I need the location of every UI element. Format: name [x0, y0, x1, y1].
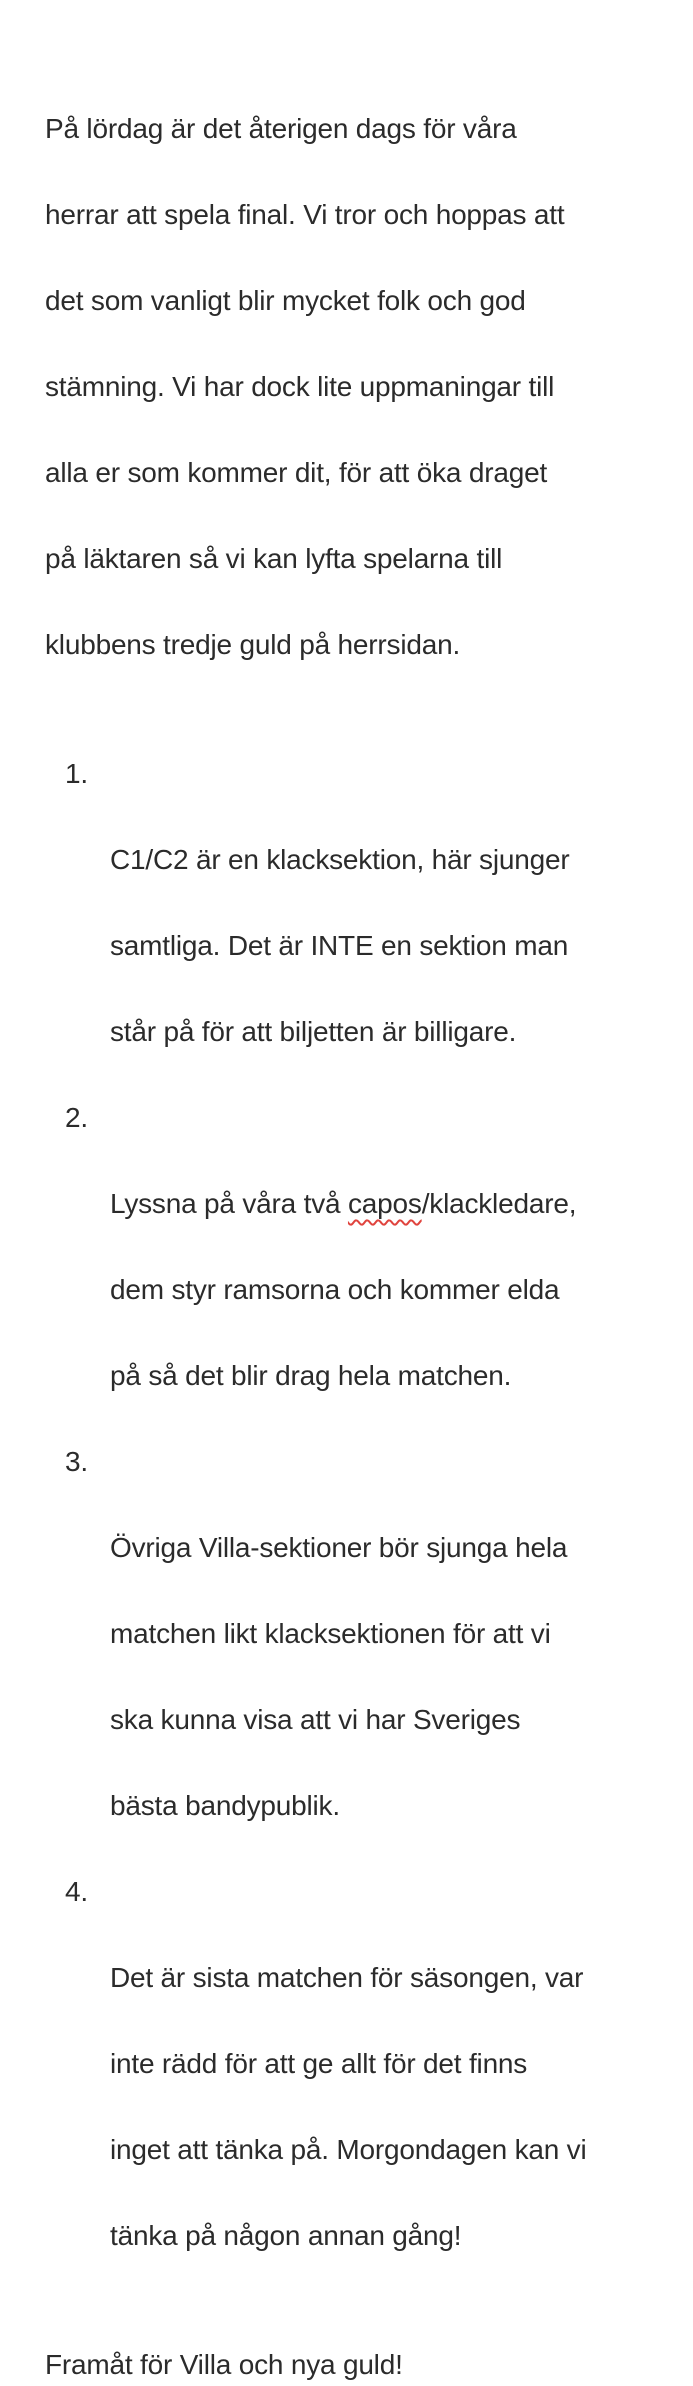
intro-line: På lördag är det återigen dags för våra — [45, 113, 517, 144]
list-item-2 — [45, 1096, 653, 1440]
list-item-1 — [45, 752, 653, 1096]
spellcheck-flagged-word[interactable]: capos — [347, 1188, 422, 1219]
list-text: /klackledare, — [421, 1188, 577, 1219]
intro-line: klubbens tredje guld på herrsidan. — [45, 629, 461, 660]
list-line: C1/C2 är en klacksektion, här sjunger — [110, 844, 570, 875]
list-line: Övriga Villa-sektioner bör sjunga hela — [110, 1532, 568, 1563]
instructions-list — [45, 752, 653, 2300]
intro-line: det som vanligt blir mycket folk och god — [45, 285, 526, 316]
intro-line: alla er som kommer dit, för att öka draget — [45, 457, 548, 488]
list-line: tänka på någon annan gång! — [110, 2220, 462, 2251]
list-line: bästa bandypublik. — [110, 1790, 340, 1821]
intro-line: stämning. Vi har dock lite uppmaningar till — [45, 371, 555, 402]
intro-line: på läktaren så vi kan lyfta spelarna till — [45, 543, 503, 574]
outro-paragraph: Framåt för Villa och nya guld! — [45, 2349, 403, 2380]
list-number: 1. — [65, 758, 88, 789]
list-item-4 — [45, 1870, 653, 2300]
intro-line: herrar att spela final. Vi tror och hoppas att — [45, 199, 565, 230]
list-line: ska kunna visa att vi har Sveriges — [110, 1704, 521, 1735]
list-number: 4. — [65, 1876, 88, 1907]
list-line: på så det blir drag hela matchen. — [110, 1360, 512, 1391]
list-line: inget att tänka på. Morgondagen kan vi — [110, 2134, 587, 2165]
list-line — [110, 1182, 653, 1225]
list-item-3 — [45, 1440, 653, 1870]
list-line: matchen likt klacksektionen för att vi — [110, 1618, 551, 1649]
list-line: dem styr ramsorna och kommer elda — [110, 1274, 560, 1305]
list-number: 3. — [65, 1446, 88, 1477]
intro-paragraph — [45, 64, 653, 709]
list-line: inte rädd för att ge allt för det finns — [110, 2048, 528, 2079]
list-line: Det är sista matchen för säsongen, var — [110, 1962, 584, 1993]
list-line: samtliga. Det är INTE en sektion man — [110, 930, 569, 961]
list-number: 2. — [65, 1102, 88, 1133]
list-text: Lyssna på våra två — [110, 1188, 348, 1219]
list-line: står på för att biljetten är billigare. — [110, 1016, 517, 1047]
note-body[interactable] — [45, 64, 653, 2386]
